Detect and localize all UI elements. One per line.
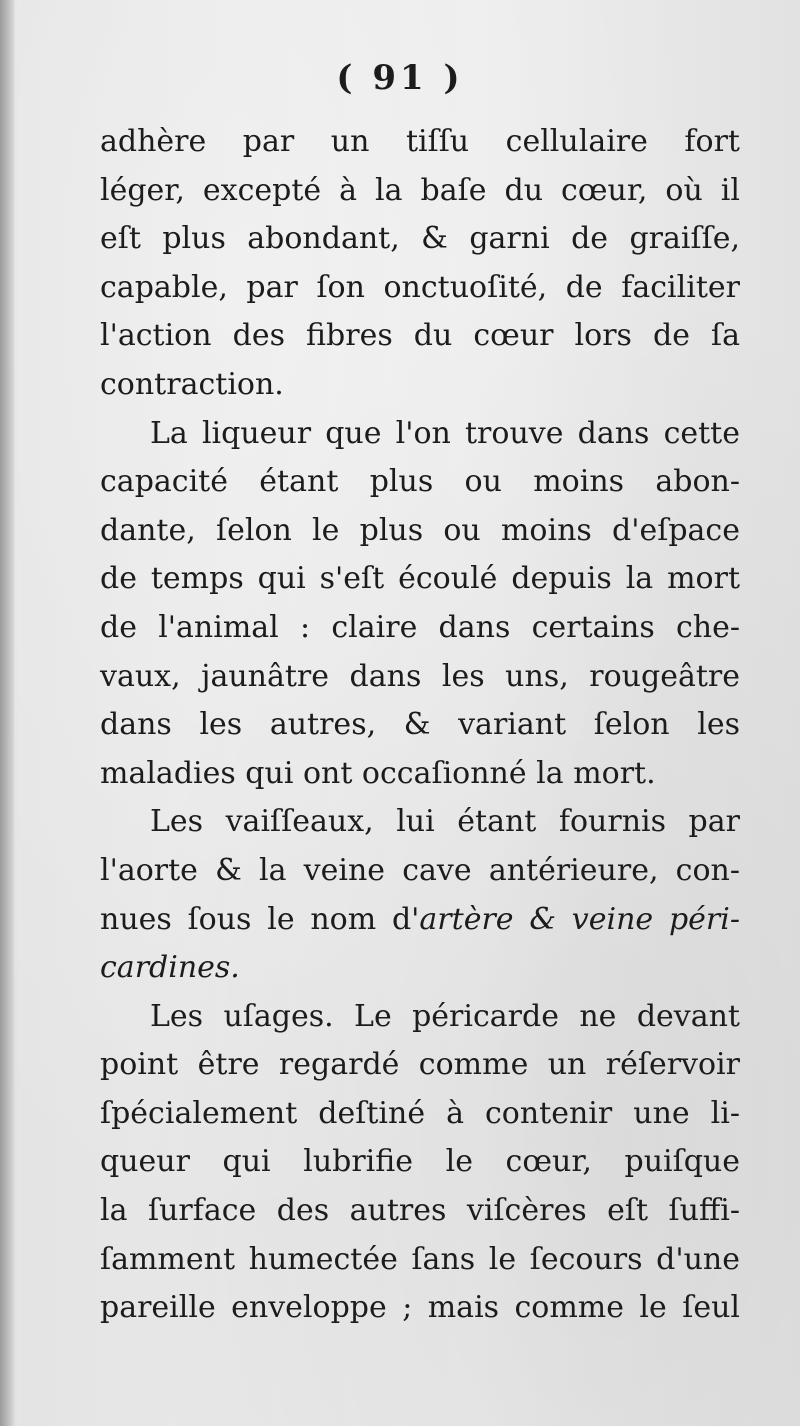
paragraph-start-line: Les uſages. Le péricarde ne devant <box>150 998 740 1034</box>
text-line: capacité étant plus ou moins abon- <box>100 464 740 500</box>
text-line: l'aorte & la veine cave antérieure, con- <box>100 852 740 888</box>
italic-term: artère & veine péri- <box>419 901 740 937</box>
text-line: de l'animal : claire dans certains che- <box>100 609 740 645</box>
text-line: ſpécialement deſtiné à contenir une li- <box>100 1095 740 1131</box>
text-line: pareille enveloppe ; mais comme le ſeul <box>100 1290 740 1326</box>
text-line: eſt plus abondant, & garni de graiſſe, <box>100 221 740 257</box>
text-line: maladies qui ont occaſionné la mort. <box>100 755 656 791</box>
text-line: dans les autres, & variant ſelon les <box>100 707 740 743</box>
paragraph-start-line: La liqueur que l'on trouve dans cette <box>150 415 740 451</box>
text-line: ſamment humectée ſans le ſecours d'une <box>100 1241 740 1277</box>
text-line: la ſurface des autres viſcères eſt ſuffi- <box>100 1193 740 1229</box>
text-segment: nues ſous le nom d' <box>100 901 420 937</box>
paragraph-start-line: Les vaiſſeaux, lui étant fournis par <box>150 804 740 840</box>
text-line: dante, ſelon le plus ou moins d'eſpace <box>100 512 740 548</box>
text-line: léger, excepté à la baſe du cœur, où il <box>100 172 740 208</box>
text-line: queur qui lubrifie le cœur, puiſque <box>100 1144 740 1180</box>
text-line: de temps qui s'eſt écoulé depuis la mort <box>100 561 740 597</box>
text-line: point être regardé comme un réſervoir <box>100 1047 740 1083</box>
text-line: l'action des fibres du cœur lors de ſa <box>100 318 740 354</box>
text-line: capable, par ſon onctuoſité, de faciliter <box>100 269 740 305</box>
text-line: contraction. <box>100 366 284 402</box>
page-body-text <box>100 118 740 1333</box>
text-line: adhère par un tiſſu cellulaire fort <box>100 124 740 159</box>
text-line: vaux, jaunâtre dans les uns, rougeâtre <box>100 658 740 694</box>
text-line: cardines. <box>100 950 240 986</box>
text-line-with-italic <box>100 896 740 945</box>
page-number: ( 91 ) <box>336 58 464 98</box>
page-gutter-shadow <box>0 0 14 1426</box>
